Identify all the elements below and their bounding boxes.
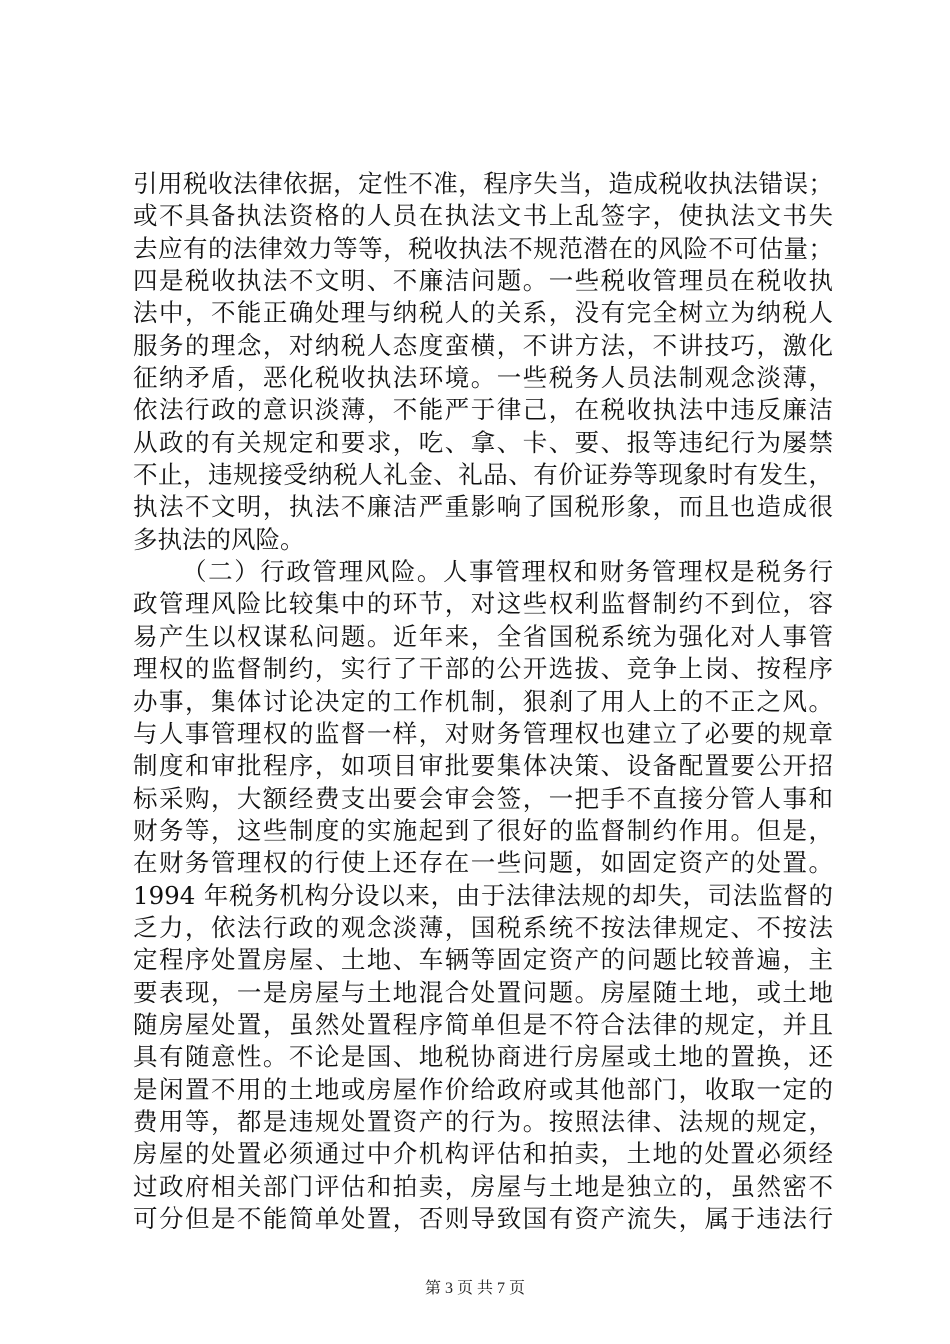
text-line: 办事，集体讨论决定的工作机制，狠刹了用人上的不正之风。 bbox=[133, 686, 833, 716]
text-line: 财务等，这些制度的实施起到了很好的监督制约作用。但是， bbox=[133, 815, 833, 845]
text-line: 政管理风险比较集中的环节，对这些权利监督制约不到位，容 bbox=[133, 589, 833, 619]
text-line: 或不具备执法资格的人员在执法文书上乱签字，使执法文书失 bbox=[133, 201, 833, 231]
text-line: 从政的有关规定和要求，吃、拿、卡、要、报等违纪行为屡禁 bbox=[133, 427, 833, 457]
text-line: 可分但是不能简单处置，否则导致国有资产流失，属于违法行 bbox=[133, 1204, 833, 1233]
body-text bbox=[133, 168, 833, 1235]
text-line: 在财务管理权的行使上还存在一些问题，如固定资产的处置。 bbox=[133, 848, 833, 878]
text-line: 随房屋处置，虽然处置程序简单但是不符合法律的规定，并且 bbox=[133, 1009, 833, 1039]
text-line: 引用税收法律依据，定性不准，程序失当，造成税收执法错误； bbox=[133, 169, 833, 198]
text-line: 具有随意性。不论是国、地税协商进行房屋或土地的置换，还 bbox=[133, 1042, 833, 1072]
page-number-footer: 第 3 页 共 7 页 bbox=[424, 1280, 525, 1297]
text-line: 服务的理念，对纳税人态度蛮横，不讲方法，不讲技巧，激化 bbox=[133, 330, 833, 360]
text-line: 费用等，都是违规处置资产的行为。按照法律、法规的规定， bbox=[133, 1106, 833, 1136]
text-line: 执法不文明，执法不廉洁严重影响了国税形象，而且也造成很 bbox=[133, 492, 833, 522]
text-line: 多执法的风险。 bbox=[133, 524, 305, 554]
text-line: 不止，违规接受纳税人礼金、礼品、有价证券等现象时有发生， bbox=[133, 460, 833, 490]
text-line: （二）行政管理风险。人事管理权和财务管理权是税务行 bbox=[182, 557, 833, 587]
text-line: 过政府相关部门评估和拍卖，房屋与土地是独立的，虽然密不 bbox=[133, 1171, 833, 1201]
text-line: 标采购，大额经费支出要会审会签，一把手不直接分管人事和 bbox=[133, 783, 833, 813]
text-line: 乏力，依法行政的观念淡薄，国税系统不按法律规定、不按法 bbox=[133, 912, 833, 942]
text-line: 是闲置不用的土地或房屋作价给政府或其他部门，收取一定的 bbox=[133, 1074, 833, 1104]
text-line: 易产生以权谋私问题。近年来，全省国税系统为强化对人事管 bbox=[133, 621, 833, 651]
text-line: 理权的监督制约，实行了干部的公开选拔、竞争上岗、按程序 bbox=[133, 654, 833, 684]
text-line: 征纳矛盾，恶化税收执法环境。一些税务人员法制观念淡薄， bbox=[133, 363, 833, 393]
text-line: 制度和审批程序，如项目审批要集体决策、设备配置要公开招 bbox=[133, 751, 833, 781]
text-line: 法中，不能正确处理与纳税人的关系，没有完全树立为纳税人 bbox=[133, 298, 833, 328]
text-line: 1994 年税务机构分设以来，由于法律法规的却失，司法监督的 bbox=[133, 880, 833, 910]
text-line: 要表现，一是房屋与土地混合处置问题。房屋随土地，或土地 bbox=[133, 977, 833, 1007]
text-line: 四是税收执法不文明、不廉洁问题。一些税收管理员在税收执 bbox=[133, 266, 833, 296]
text-line: 与人事管理权的监督一样，对财务管理权也建立了必要的规章 bbox=[133, 718, 833, 748]
text-line: 定程序处置房屋、土地、车辆等固定资产的问题比较普遍，主 bbox=[133, 945, 833, 975]
text-line: 去应有的法律效力等等，税收执法不规范潜在的风险不可估量； bbox=[133, 233, 833, 263]
text-line: 依法行政的意识淡薄，不能严于律己，在税收执法中违反廉洁 bbox=[133, 395, 833, 425]
text-line: 房屋的处置必须通过中介机构评估和拍卖，土地的处置必须经 bbox=[133, 1139, 833, 1169]
